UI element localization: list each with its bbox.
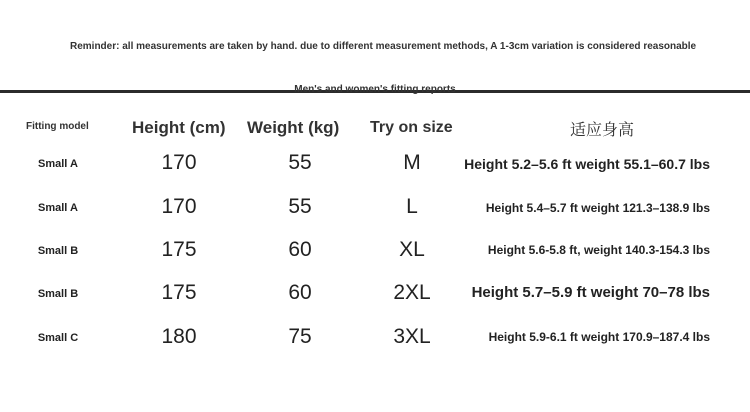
- row-2-weight: 55: [288, 195, 312, 218]
- row-5-description: Height 5.9-6.1 ft weight 170.9–187.4 lbs: [488, 330, 710, 344]
- header-height: Height (cm): [132, 118, 226, 137]
- row-1-size: M: [403, 151, 421, 174]
- row-2-description: Height 5.4–5.7 ft weight 121.3–138.9 lbs: [485, 201, 710, 215]
- row-3-model: Small B: [37, 245, 79, 257]
- row-1-description: Height 5.2–5.6 ft weight 55.1–60.7 lbs: [464, 156, 710, 172]
- row-2-height: 170: [161, 195, 197, 218]
- row-5-height: 180: [161, 325, 197, 348]
- row-3-weight: 60: [288, 238, 312, 261]
- row-4-description: Height 5.7–5.9 ft weight 70–78 lbs: [471, 284, 710, 301]
- row-4-height: 175: [161, 281, 197, 304]
- row-1-weight: 55: [288, 151, 312, 174]
- row-4-model: Small B: [37, 288, 79, 300]
- row-3-description: Height 5.6-5.8 ft, weight 140.3-154.3 lbs: [487, 243, 710, 257]
- row-3-size: XL: [399, 238, 425, 261]
- row-5-model: Small C: [37, 332, 79, 344]
- header-weight: Weight (kg): [247, 118, 340, 137]
- row-4-weight: 60: [288, 281, 312, 304]
- header-fitting-model: Fitting model: [26, 121, 89, 132]
- row-2-size: L: [406, 195, 418, 218]
- header-suitable-height: 适应身高: [570, 122, 635, 139]
- fitting-report-subtitle: Men's and women's fitting reports: [294, 84, 456, 95]
- row-5-weight: 75: [288, 325, 312, 348]
- header-try-on-size: Try on size: [370, 119, 453, 136]
- row-2-model: Small A: [38, 202, 78, 214]
- row-1-height: 170: [161, 151, 197, 174]
- reminder-note: Reminder: all measurements are taken by hand. due to different measurement methods, A 1-3cm variation is considered reasonable: [70, 41, 697, 52]
- row-5-size: 3XL: [393, 325, 431, 348]
- row-3-height: 175: [161, 238, 197, 261]
- row-1-model: Small A: [38, 158, 78, 170]
- row-4-size: 2XL: [393, 281, 431, 304]
